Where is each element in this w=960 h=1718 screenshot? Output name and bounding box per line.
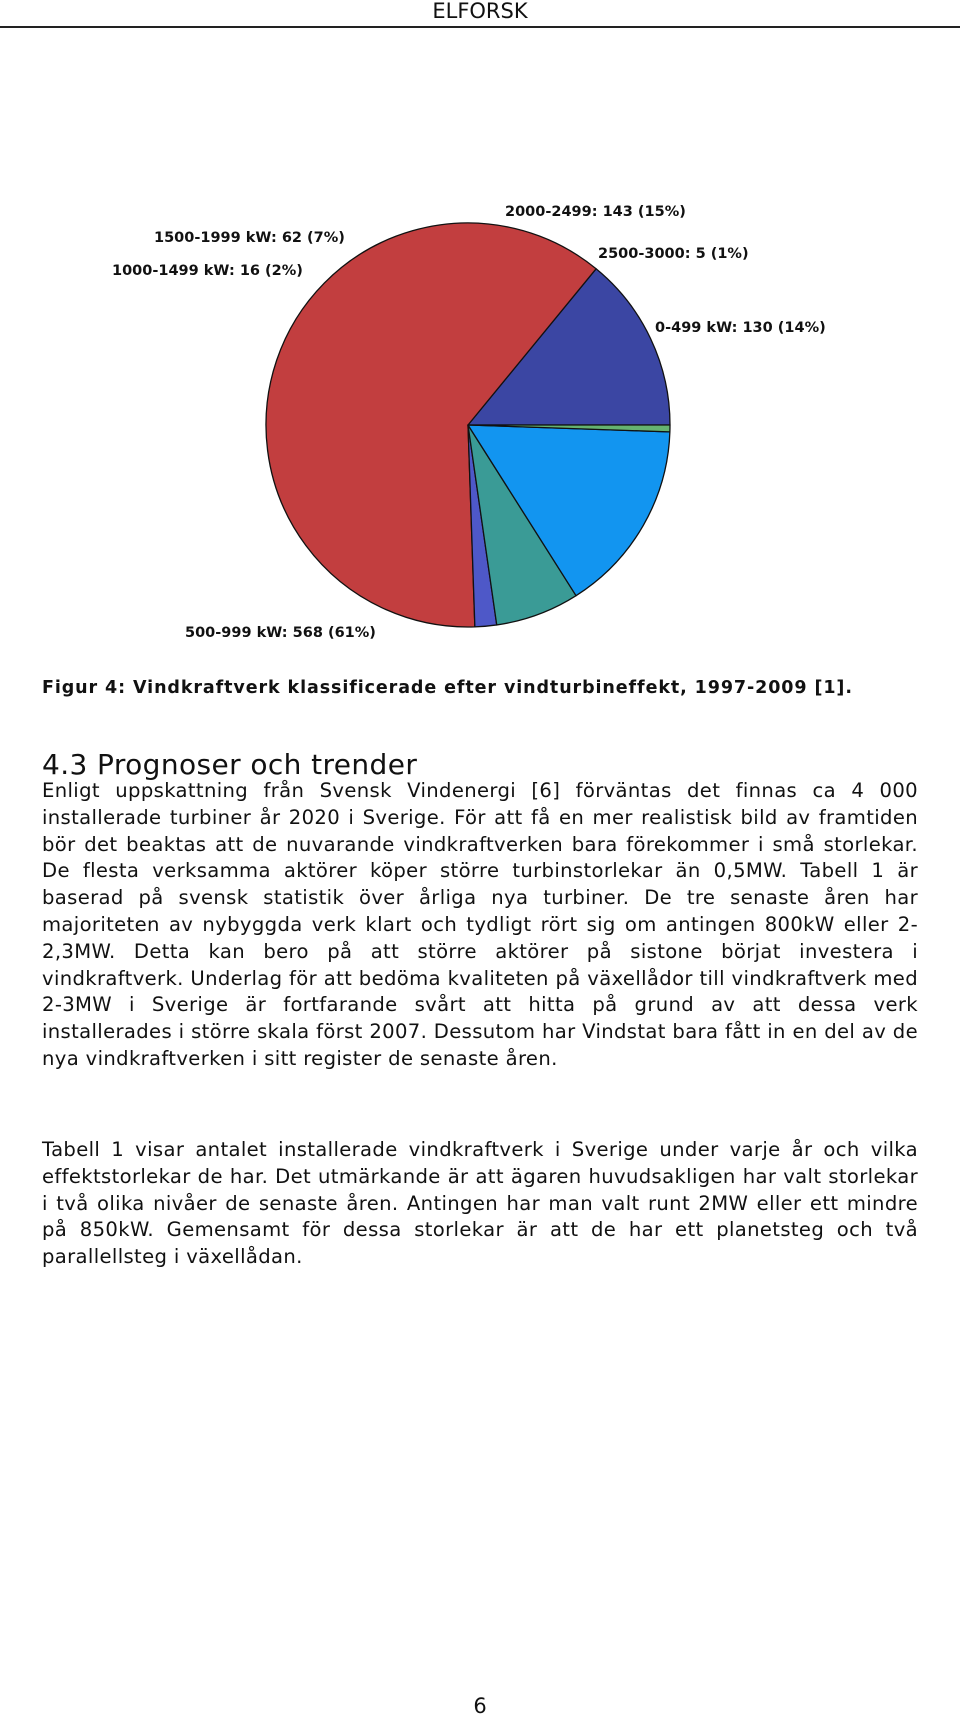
pie-chart xyxy=(0,180,960,650)
pie-label-0-499-kw: 0-499 kW: 130 (14%) xyxy=(655,320,826,336)
section-heading: 4.3 Prognoser och trender xyxy=(42,748,418,781)
pie-label-2500-3000: 2500-3000: 5 (1%) xyxy=(598,246,749,262)
body-paragraph: Enligt uppskattning från Svensk Vindenergi [6] förväntas det finnas ca 4 000 installerade turbiner år 2020 i Sverige. För att få en mer realistisk bild av framtiden bör det beaktas att de nuvarande vindkraftverken bara förekommer i små storlekar. De flesta verksamma aktörer köper större turbinstorlekar än 0,5MW. Tabell 1 är baserad på svensk statistik över årliga nya turbiner. De tre senaste åren har majoriteten av nybyggda verk klart och tydligt rört sig om antingen 800kW eller 2-2,3MW. Detta kan bero på att större aktörer på sistone börjat investera i vindkraftverk. Underlag för att bedöma kvaliteten på växellådor till vindkraftverk med 2-3MW i Sverige är fortfarande svårt att hitta på grund av att dessa verk installerades i större skala först 2007. Dessutom har Vindstat bara fått in en del av de nya vindkraftverken i sitt register de senaste åren. xyxy=(42,779,918,1070)
pie-label-2000-2499: 2000-2499: 143 (15%) xyxy=(505,204,686,220)
pie-label-1000-1499-kw: 1000-1499 kW: 16 (2%) xyxy=(112,263,303,279)
running-header: ELFORSK xyxy=(432,0,528,23)
header-rule xyxy=(0,26,960,28)
pie-label-1500-1999-kw: 1500-1999 kW: 62 (7%) xyxy=(154,230,345,246)
figure-caption: Figur 4: Vindkraftverk klassificerade efter vindturbineffekt, 1997-2009 [1]. xyxy=(42,678,853,698)
pie-label-500-999-kw: 500-999 kW: 568 (61%) xyxy=(185,625,376,641)
pie-slices xyxy=(266,223,670,627)
page-number: 6 xyxy=(473,1694,487,1718)
body-paragraph: Tabell 1 visar antalet installerade vindkraftverk i Sverige under varje år och vilka effektstorlekar de har. Det utmärkande är att ägaren huvudsakligen har valt storlekar i två olika nivåer de senaste åren. Antingen har man valt runt 2MW eller ett mindre på 850kW. Gemensamt för dessa storlekar är att de har ett planetsteg och två parallellsteg i växellådan. xyxy=(42,1138,918,1269)
